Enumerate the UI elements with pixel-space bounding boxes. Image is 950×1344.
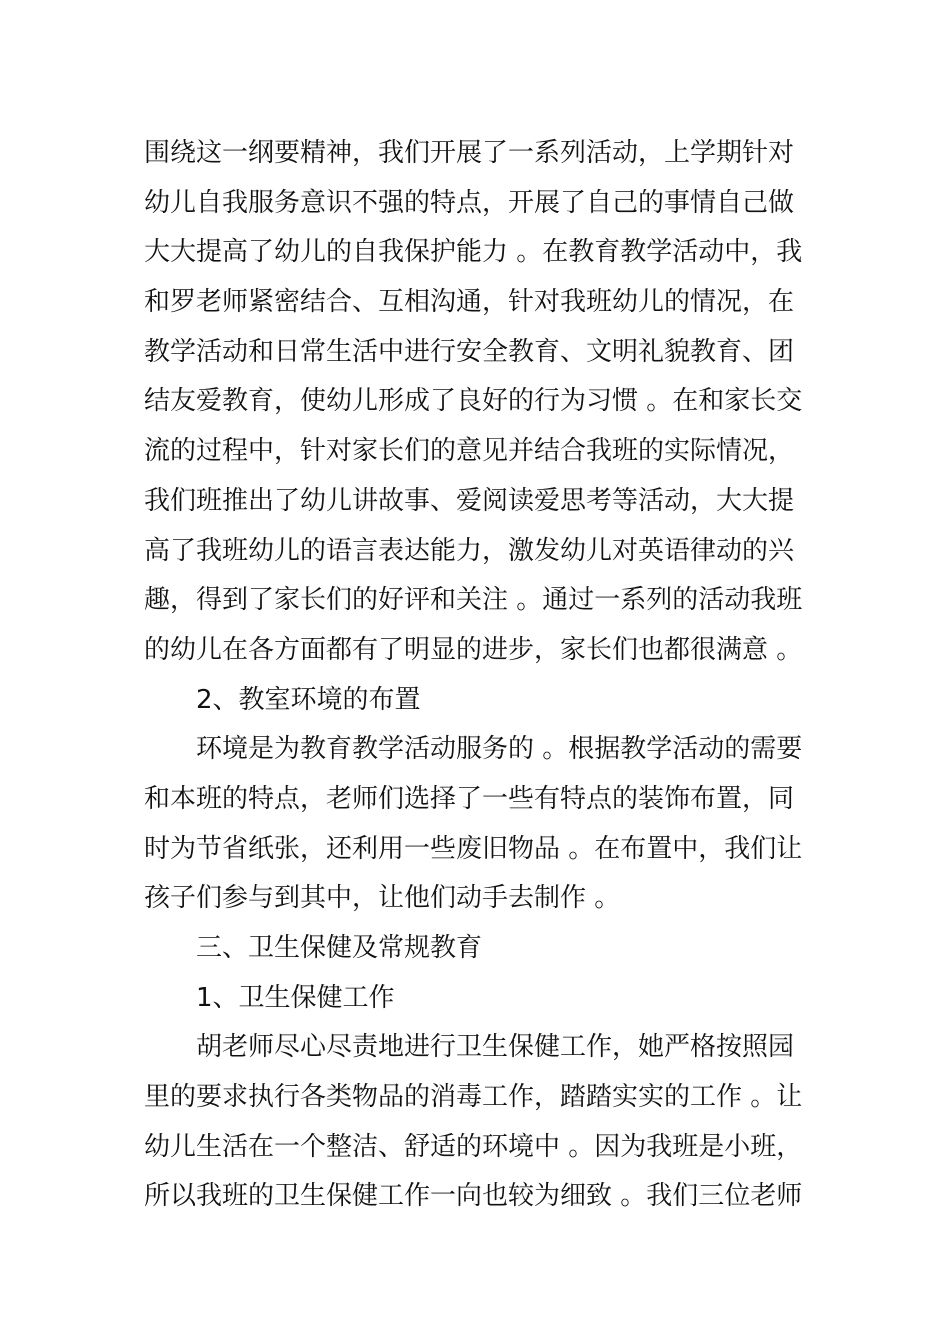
text-line: 趣，得到了家长们的好评和关注 。通过一系列的活动我班 — [144, 585, 803, 616]
text-line: 和本班的特点，老师们选择了一些有特点的装饰布置，同 — [144, 783, 795, 814]
section-heading-classroom-environment: 2、教室环境的布置 — [196, 684, 421, 715]
text-line: 结友爱教育，使幼儿形成了良好的行为习惯 。在和家长交 — [144, 386, 803, 417]
paragraph-start-line: 胡老师尽心尽责地进行卫生保健工作，她严格按照园 — [196, 1032, 795, 1063]
text-line: 时为节省纸张，还利用一些废旧物品 。在布置中，我们让 — [144, 833, 803, 864]
text-line: 大大提高了幼儿的自我保护能力 。在教育教学活动中，我 — [144, 237, 803, 268]
text-line: 里的要求执行各类物品的消毒工作，踏踏实实的工作 。让 — [144, 1082, 803, 1113]
text-line: 高了我班幼儿的语言表达能力，激发幼儿对英语律动的兴 — [144, 535, 795, 566]
text-line: 的幼儿在各方面都有了明显的进步，家长们也都很满意 。 — [144, 634, 803, 665]
text-line: 围绕这一纲要精神，我们开展了一系列活动，上学期针对 — [144, 138, 795, 168]
text-line: 所以我班的卫生保健工作一向也较为细致 。我们三位老师 — [144, 1181, 803, 1212]
text-line: 幼儿生活在一个整洁、舒适的环境中 。因为我班是小班， — [144, 1131, 803, 1162]
paragraph-start-line: 环境是为教育教学活动服务的 。根据教学活动的需要 — [196, 734, 803, 765]
text-line: 我们班推出了幼儿讲故事、爱阅读爱思考等活动，大大提 — [144, 485, 795, 516]
text-line: 孩子们参与到其中，让他们动手去制作 。 — [144, 883, 621, 914]
text-line: 和罗老师紧密结合、互相沟通，针对我班幼儿的情况，在 — [144, 287, 795, 318]
section-heading-hygiene-work: 1、卫生保健工作 — [196, 982, 395, 1013]
text-line: 流的过程中，针对家长们的意见并结合我班的实际情况， — [144, 436, 795, 467]
text-line: 教学活动和日常生活中进行安全教育、文明礼貌教育、团 — [144, 336, 795, 367]
text-line: 幼儿自我服务意识不强的特点，开展了自己的事情自己做 — [144, 187, 795, 218]
body-text — [144, 129, 814, 1222]
section-heading-hygiene-education: 三、卫生保健及常规教育 — [196, 933, 483, 963]
